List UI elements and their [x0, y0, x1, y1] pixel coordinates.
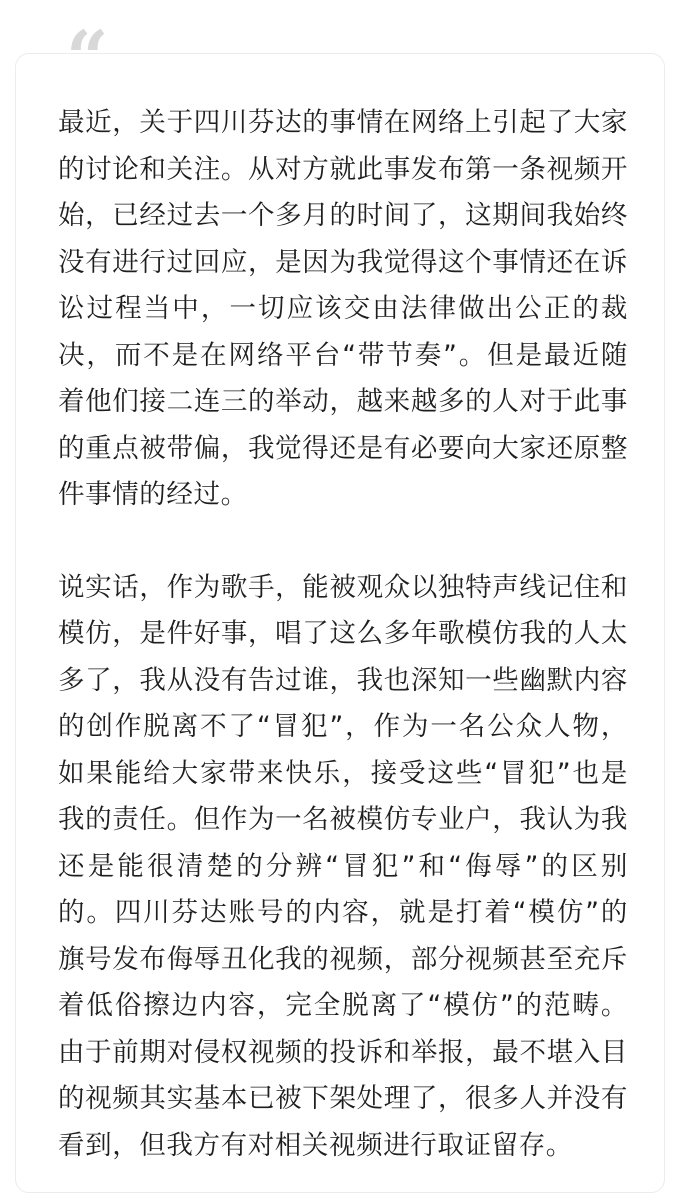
left-double-quote-icon: “	[66, 16, 103, 102]
statement-text	[58, 100, 628, 1169]
paragraph-1: 最近，关于四川芬达的事情在网络上引起了大家的讨论和关注。从对方就此事发布第一条视频开始，已经过去一个多月的时间了，这期间我始终没有进行过回应，是因为我觉得这个事情还在诉讼过程当中，一切应该交由法律做出公正的裁决，而不是在网络平台“带节奏”。但是最近随着他们接二连三的举动，越来越多的人对于此事的重点被带偏，我觉得还是有必要向大家还原整件事情的经过。	[58, 107, 628, 510]
paragraph-2: 说实话，作为歌手，能被观众以独特声线记住和模仿，是件好事，唱了这么多年歌模仿我的人太多了，我从没有告过谁，我也深知一些幽默内容的创作脱离不了“冒犯”，作为一名公众人物，如果能给大家带来快乐，接受这些“冒犯”也是我的责任。但作为一名被模仿专业户，我认为我还是能很清楚的分辨“冒犯”和“侮辱”的区别的。四川芬达账号的内容，就是打着“模仿”的旗号发布侮辱丑化我的视频，部分视频甚至充斥着低俗擦边内容，完全脱离了“模仿”的范畴。由于前期对侵权视频的投诉和举报，最不堪入目的视频其实基本已被下架处理了，很多人并没有看到，但我方有对相关视频进行取证留存。	[58, 571, 628, 1161]
